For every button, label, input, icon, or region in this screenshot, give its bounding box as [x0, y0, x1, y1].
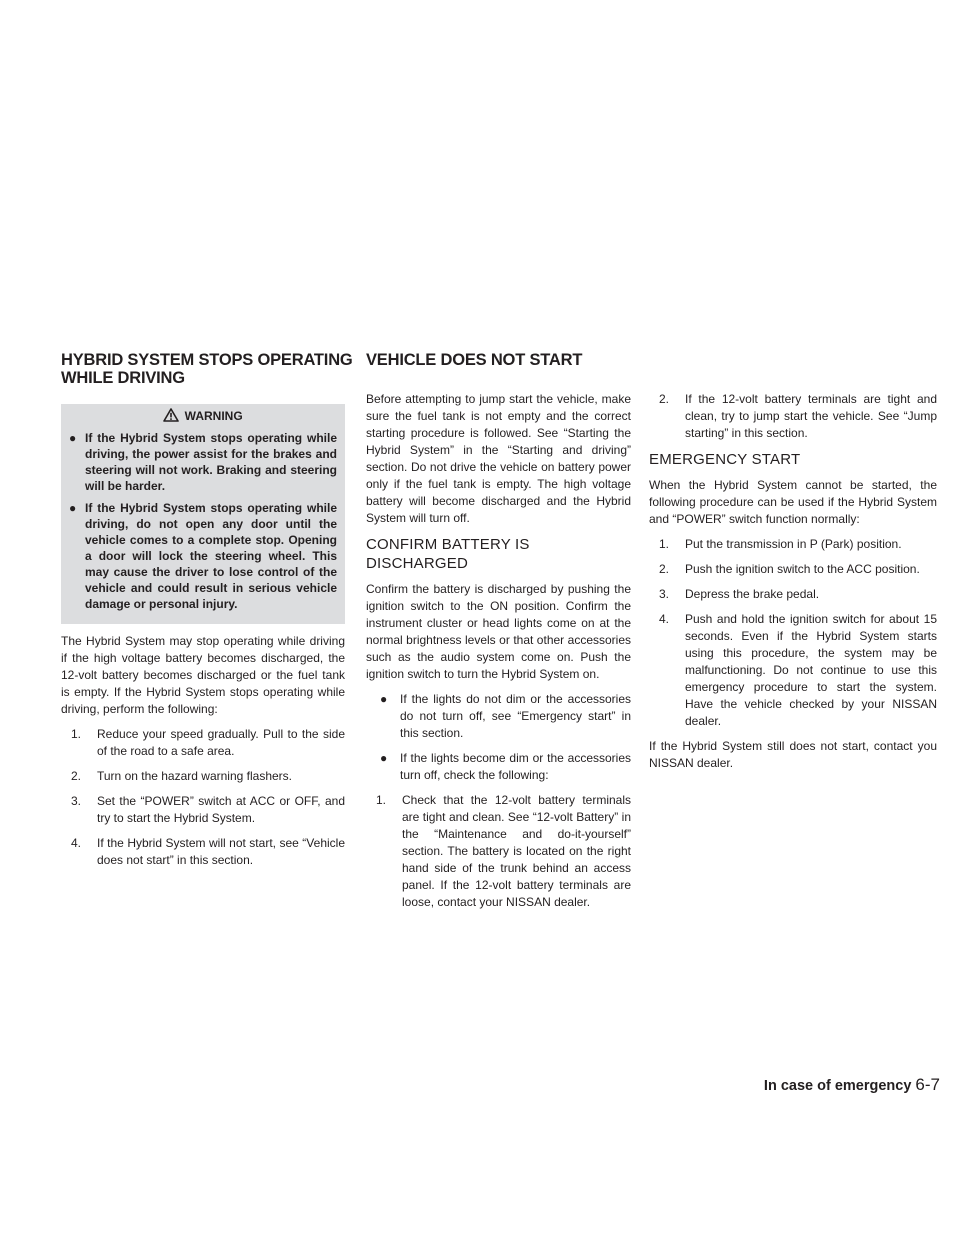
page-footer — [720, 1076, 940, 1095]
bullet-icon: ● — [380, 751, 388, 765]
list-item: 2. Push the ignition switch to the ACC position. — [659, 562, 920, 576]
list-item: 2. If the 12-volt battery terminals are tight and clean, try to jump start the vehicle. See “Jump starting” in this section. — [659, 392, 937, 440]
subheading-confirm-battery: CONFIRM BATTERY IS DISCHARGED — [366, 536, 530, 572]
warning-label: WARNING — [184, 409, 243, 423]
bullet-icon: ● — [69, 501, 77, 515]
column-right — [649, 391, 937, 780]
list-item: 3. Depress the brake pedal. — [659, 587, 820, 601]
footer-section-name: In case of emergency — [763, 1078, 912, 1094]
page-number: 6-7 — [915, 1075, 940, 1094]
list-item: 1. Put the transmission in P (Park) position. — [659, 537, 902, 551]
list-item: 4. If the Hybrid System will not start, see “Vehicle does not start” in this section. — [71, 836, 345, 867]
paragraph-intro: The Hybrid System may stop operating while driving if the high voltage battery becomes discharged, the 12-volt battery becomes discharged or the fuel tank is empty. If the Hybrid System stops operating while driving, perform the following: — [61, 634, 345, 716]
list-item: 1. Reduce your speed gradually. Pull to the side of the road to a safe area. — [71, 727, 345, 758]
column-middle — [366, 391, 631, 919]
section-title-hybrid-stops: HYBRID SYSTEM STOPS OPERATING WHILE DRIVING — [61, 351, 353, 387]
list-item: 2. Turn on the hazard warning flashers. — [71, 769, 292, 783]
section-title-vehicle-does-not-start: VEHICLE DOES NOT START — [366, 351, 583, 369]
subheading-emergency-start: EMERGENCY START — [649, 451, 801, 468]
column-left — [61, 404, 345, 877]
list-item: 1. Check that the 12-volt battery terminals are tight and clean. See “12-volt Battery” in the “Maintenance and do-it-yourself” section. The battery is located on the right hand side of the trunk behind an access panel. If the 12-volt battery terminals are loose, contact your NISSAN dealer. — [376, 793, 631, 909]
paragraph-confirm: Confirm the battery is discharged by pushing the ignition switch to the ON position. Confirm the instrument cluster or head lights come on at the normal brightness levels or that other accessories such as the audio system come on. Push the ignition switch to turn the Hybrid System on. — [366, 582, 631, 681]
paragraph-emergency-outro: If the Hybrid System still does not start, contact you NISSAN dealer. — [649, 739, 937, 770]
bullet-icon: ● — [69, 431, 77, 445]
warning-box — [61, 404, 345, 624]
list-item: ● If the lights become dim or the accessories turn off, check the following: — [380, 751, 631, 782]
warning-item: ● If the Hybrid System stops operating while driving, do not open any door until the vehicle comes to a complete stop. Opening a door will lock the steering wheel. This may cause the driver to lose control of the vehicle and could result in serious vehicle damage or personal injury. — [69, 501, 337, 611]
list-item: 3. Set the “POWER” switch at ACC or OFF, and try to start the Hybrid System. — [71, 794, 345, 825]
paragraph-jump-start: Before attempting to jump start the vehicle, make sure the fuel tank is not empty and the correct starting procedure is followed. See “Starting the Hybrid System” in the “Starting and driving” section. Do not drive the vehicle on battery power only if the fuel tank is empty. The high voltage battery will become discharged and the Hybrid System will turn off. — [366, 392, 631, 525]
warning-item: ● If the Hybrid System stops operating while driving, the power assist for the brakes and steering will not work. Braking and steering will be harder. — [69, 431, 337, 493]
warning-header — [69, 408, 337, 424]
bullet-icon: ● — [380, 692, 388, 706]
list-item: 4. Push and hold the ignition switch for about 15 seconds. Even if the Hybrid System starts using this procedure, the system may be malfunctioning. Do not continue to use this emergency procedure to start the system. Have the vehicle checked by your NISSAN dealer. — [659, 612, 937, 728]
list-item: ● If the lights do not dim or the accessories do not turn off, see “Emergency start” in this section. — [380, 692, 631, 740]
warning-triangle-icon — [163, 408, 179, 422]
paragraph-emergency-intro: When the Hybrid System cannot be started, the following procedure can be used if the Hybrid System and “POWER” switch function normally: — [649, 478, 937, 526]
